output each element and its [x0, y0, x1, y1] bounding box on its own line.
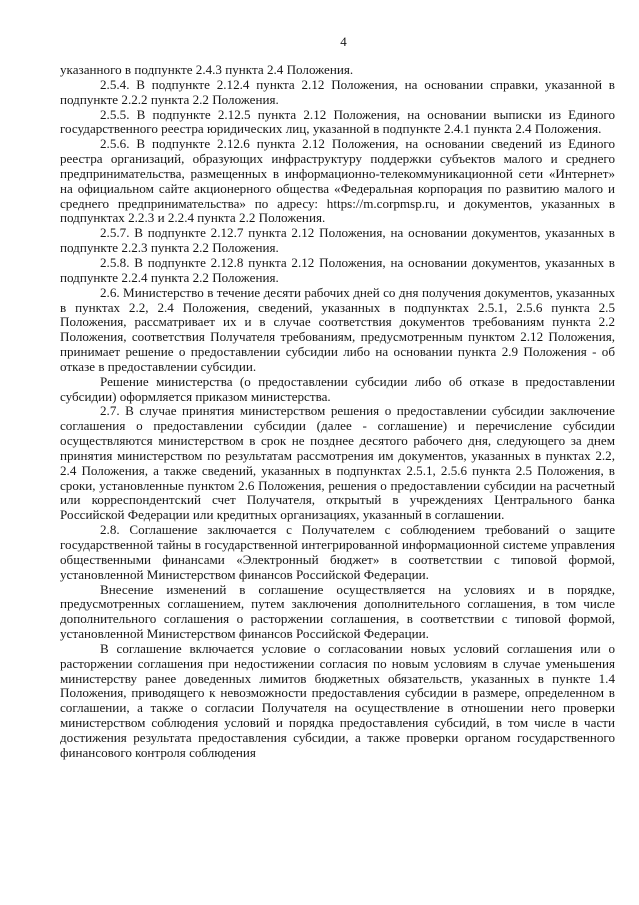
- paragraph-2-5-6: 2.5.6. В подпункте 2.12.6 пункта 2.12 Положения, на основании сведений из Единого реестра организаций, образующих инфраструктуру поддержки субъектов малого и среднего предпринимательства, размещенных в информационно-телекоммуникационной сети «Интернет» на официальном сайте акционерного общества «Федеральная корпорация по развитию малого и среднего предпринимательства» по адресу: https://m.corpmsp.ru, и документов, указанных в подпунктах 2.2.3 и 2.2.4 пункта 2.2 Положения.: [60, 136, 615, 226]
- paragraph-2-8: 2.8. Соглашение заключается с Получателем с соблюдением требований о защите государственной тайны в государственной интегрированной информационной системе управления общественными финансами «Электронный бюджет» в соответствии с типовой формой, установленной Министерством финансов Российской Федерации.: [60, 522, 615, 582]
- paragraph-amendments: Внесение изменений в соглашение осуществляется на условиях и в порядке, предусмотренных соглашением, путем заключения дополнительного соглашения, в том числе дополнительного соглашения о расторжении соглашения, в соответствии с типовой формой, установленной Министерством финансов Российской Федерации.: [60, 581, 615, 642]
- paragraph-2-5-5: 2.5.5. В подпункте 2.12.5 пункта 2.12 Положения, на основании выписки из Единого государственного реестра юридических лиц, указанной в подпункте 2.4.1 пункта 2.4 Положения.: [60, 106, 615, 137]
- paragraph-2-5-7: 2.5.7. В подпункте 2.12.7 пункта 2.12 Положения, на основании документов, указанных в подпункте 2.2.3 пункта 2.2 Положения.: [60, 225, 615, 256]
- paragraph-2-7: 2.7. В случае принятия министерством решения о предоставлении субсидии заключение соглашения о предоставлении субсидии (далее - соглашение) и перечисление субсидии осуществляются министерством в срок не позднее десятого рабочего дня, следующего за днем принятия министерством по результатам рассмотрения им документов, указанных в пунктах 2.2, 2.4 Положения, а также сведений, указанных в подпунктах 2.5.1, 2.5.6 пункта 2.5 Положения, в сроки, установленные пунктом 2.6 Положения, решения о предоставлении субсидии на расчетный или корреспондентский счет Получателя, открытый в учреждениях Центрального банка Российской Федерации или кредитных организациях, указанный в соглашении.: [60, 403, 615, 523]
- paragraph-2-5-4: 2.5.4. В подпункте 2.12.4 пункта 2.12 Положения, на основании справки, указанной в подпункте 2.2.2 пункта 2.2 Положения.: [60, 76, 615, 107]
- paragraph-2-5-8: 2.5.8. В подпункте 2.12.8 пункта 2.12 Положения, на основании документов, указанных в подпункте 2.2.4 пункта 2.2 Положения.: [60, 254, 615, 285]
- paragraph-conditions: В соглашение включается условие о согласовании новых условий соглашения или о расторжении соглашения при недостижении согласия по новым условиям в случае уменьшения министерству ранее доведенных лимитов бюджетных обязательств, указанных в пункте 1.4 Положения, приводящего к невозможности предоставления субсидии в размере, определенном в соглашении, а также о согласии Получателя на осуществление в отношении него проверки министерством соблюдения условий и порядка предоставления субсидий, в том числе в части достижения результата предоставления субсидии, а также проверки органом государственного финансового контроля соблюдения: [60, 640, 615, 760]
- paragraph-continuation: указанного в подпункте 2.4.3 пункта 2.4 Положения.: [60, 62, 354, 77]
- paragraph-decision: Решение министерства (о предоставлении субсидии либо об отказе в предоставлении субсидии) оформляется приказом министерства.: [60, 373, 615, 404]
- paragraph-2-6: 2.6. Министерство в течение десяти рабочих дней со дня получения документов, указанных в пунктах 2.2, 2.4 Положения, сведений, указанных в подпунктах 2.5.1, 2.5.6 пункта 2.5 Положения, рассматривает их и в случае соответствия документов требованиям пункта 2.2 Положения, соответствия Получателя требованиям, предусмотренным пунктом 2.12 Положения, принимает решение о предоставлении субсидии либо на основании пункта 2.9 Положения - об отказе в предоставлении субсидии.: [60, 284, 615, 374]
- page-number: 4: [340, 34, 347, 49]
